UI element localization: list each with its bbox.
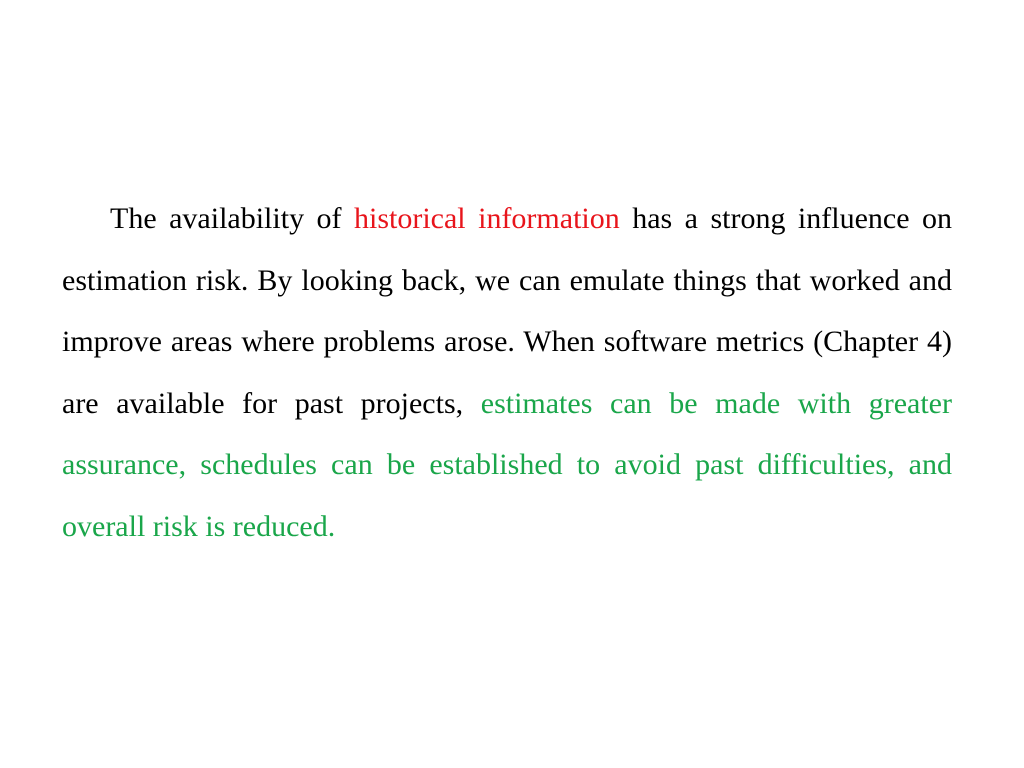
paragraph-text-middle: has a strong influence on estimation risk. By looking back, we can emulate things that worked and improve areas where problems arose. When software metrics (Chapter 4) are available for past projects,: [62, 202, 952, 420]
paragraph-text-intro: The availability of: [110, 202, 354, 235]
body-paragraph: [62, 188, 952, 557]
highlight-historical-information: historical information: [354, 202, 620, 235]
highlight-benefits: estimates can be made with greater assurance, schedules can be established to avoid past difficulties, and overall risk is reduced.: [62, 386, 952, 543]
